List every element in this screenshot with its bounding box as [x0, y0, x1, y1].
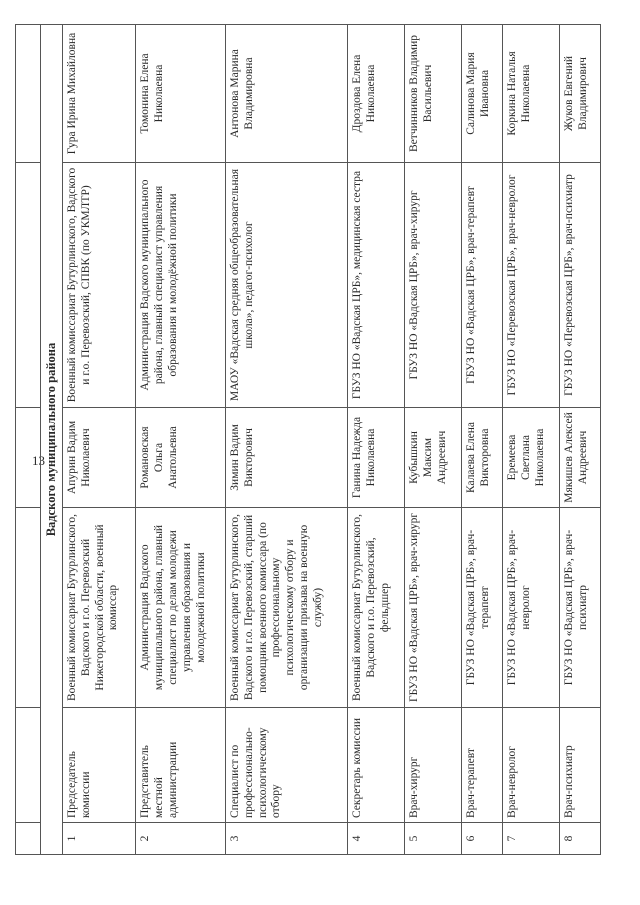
page-number: 13: [32, 453, 45, 468]
main-org-cell: Военный комиссариат Бутурлинского, Вадского и г.о. Перевозский, старший помощник военного комиссара (по профессиональному психологическому отбору и организации призыва на военную службу): [225, 508, 347, 708]
table-row: [136, 25, 226, 855]
table-row: [225, 25, 347, 855]
main-name-cell: Кубышкин Максим Андреевич: [405, 408, 462, 508]
reserve-name-cell: Ветчинников Владимир Васильевич: [405, 25, 462, 163]
row-number: 5: [405, 823, 462, 855]
main-name-cell: Ганина Надежда Николаевна: [348, 408, 405, 508]
table-row: [348, 25, 405, 855]
reserve-name-cell: Коркина Наталья Николаевна: [503, 25, 560, 163]
row-number: 2: [136, 823, 226, 855]
reserve-org-cell: Военный комиссариат Бутурлинского, Вадского и г.о. Перевозский, СПВК (по УКМЛТР): [63, 163, 136, 408]
position-cell: Специалист по профессионально-психологическому отбору: [225, 708, 347, 823]
main-name-cell: Зимин Вадим Викторович: [225, 408, 347, 508]
reserve-name-cell: Салинова Мария Ивановна: [462, 25, 503, 163]
reserve-name-cell: Гура Ирина Михайловна: [63, 25, 136, 163]
position-cell: Врач-психиатр: [560, 708, 601, 823]
row-number: 4: [348, 823, 405, 855]
main-name-cell: Романовская Ольга Анатольевна: [136, 408, 226, 508]
main-org-cell: ГБУЗ НО «Вадская ЦРБ», врач-хирург: [405, 508, 462, 708]
reserve-org-cell: ГБУЗ НО «Вадская ЦРБ», медицинская сестра: [348, 163, 405, 408]
reserve-org-cell: Администрация Вадского муниципального района, главный специалист управления образования и молодёжной политики: [136, 163, 226, 408]
main-name-cell: Калаева Елена Викторовна: [462, 408, 503, 508]
main-name-cell: Еремеева Светлана Николаевна: [503, 408, 560, 508]
reserve-name-cell: Томонина Елена Николаевна: [136, 25, 226, 163]
row-number: 6: [462, 823, 503, 855]
table-row: [63, 25, 136, 855]
reserve-name-cell: Антонова Марина Владимировна: [225, 25, 347, 163]
row-number: 7: [503, 823, 560, 855]
row-number: 1: [63, 823, 136, 855]
reserve-org-cell: ГБУЗ НО «Перевозская ЦРБ», врач-психиатр: [560, 163, 601, 408]
position-cell: Председатель комиссии: [63, 708, 136, 823]
reserve-org-cell: МАОУ «Вадская средняя общеобразовательная школа», педагог-психолог: [225, 163, 347, 408]
main-org-cell: Военный комиссариат Бутурлинского, Вадского и г.о. Перевозский Нижегородской области, военный комиссар: [63, 508, 136, 708]
reserve-org-cell: ГБУЗ НО «Вадская ЦРБ», врач-терапевт: [462, 163, 503, 408]
reserve-name-cell: Жуков Евгений Владимирович: [560, 25, 601, 163]
main-org-cell: Военный комиссариат Бутурлинского, Вадского и г.о. Перевозский, фельдшер: [348, 508, 405, 708]
main-org-cell: ГБУЗ НО «Вадская ЦРБ», врач-терапевт: [462, 508, 503, 708]
position-cell: Врач-невролог: [503, 708, 560, 823]
reserve-org-cell: ГБУЗ НО «Вадская ЦРБ», врач-хирург: [405, 163, 462, 408]
reserve-name-cell: Дроздова Елена Николаевна: [348, 25, 405, 163]
row-number: 3: [225, 823, 347, 855]
position-cell: Представитель местной администрации: [136, 708, 226, 823]
table-row: [560, 25, 601, 855]
main-name-cell: Мякишев Алексей Андреевич: [560, 408, 601, 508]
main-org-cell: Администрация Вадского муниципального района, главный специалист по делам молодежи управления образования и молодежной политики: [136, 508, 226, 708]
position-cell: Секретарь комиссии: [348, 708, 405, 823]
section-title: Вадского муниципального района: [41, 25, 63, 855]
position-cell: Врач-терапевт: [462, 708, 503, 823]
row-number: 8: [560, 823, 601, 855]
commission-table: [15, 24, 601, 855]
table-row: [503, 25, 560, 855]
table-row: [462, 25, 503, 855]
table-row: [405, 25, 462, 855]
reserve-org-cell: ГБУЗ НО «Перевозская ЦРБ», врач-невролог: [503, 163, 560, 408]
main-name-cell: Апурин Вадим Николаевич: [63, 408, 136, 508]
main-org-cell: ГБУЗ НО «Вадская ЦРБ», врач-невролог: [503, 508, 560, 708]
position-cell: Врач-хирург: [405, 708, 462, 823]
main-org-cell: ГБУЗ НО «Вадская ЦРБ», врач-психиатр: [560, 508, 601, 708]
